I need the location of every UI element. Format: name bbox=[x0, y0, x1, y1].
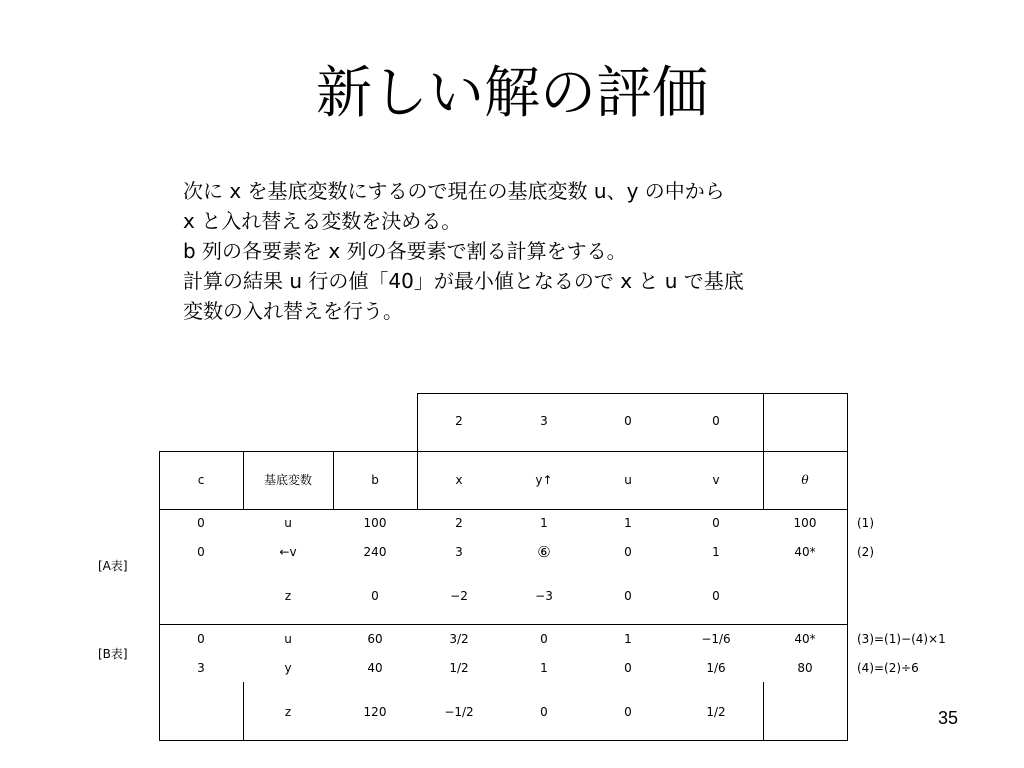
table-cell: 0 bbox=[197, 545, 205, 559]
table-cell: 0 bbox=[624, 545, 632, 559]
table-cell: 0 bbox=[371, 589, 379, 603]
table-cell: 1/6 bbox=[706, 661, 726, 675]
table-cell: 1/2 bbox=[706, 705, 726, 719]
table-cell: 100 bbox=[793, 516, 817, 530]
table-cell: 1 bbox=[624, 632, 632, 646]
table-cell: 2 bbox=[455, 516, 463, 530]
body-line: x と入れ替える変数を決める。 bbox=[183, 209, 462, 233]
table-line bbox=[847, 393, 848, 741]
body-line: 次に x を基底変数にするので現在の基底変数 u、y の中から bbox=[183, 179, 725, 203]
table-cell: y bbox=[284, 661, 292, 675]
table-cell: 0 bbox=[712, 516, 720, 530]
body-line: 計算の結果 u 行の値「40」が最小値となるので x と u で基底 bbox=[183, 269, 744, 293]
table-cell: −1/2 bbox=[444, 705, 474, 719]
table-cell: 3/2 bbox=[449, 632, 469, 646]
table-cell: ←v bbox=[279, 545, 297, 559]
table-cell: −2 bbox=[450, 589, 468, 603]
row-note: (1) bbox=[857, 516, 874, 530]
coefficient-cell: 3 bbox=[540, 414, 548, 428]
table-line bbox=[159, 624, 848, 625]
row-note: (4)=(2)÷6 bbox=[857, 661, 919, 675]
header-cell: 基底変数 bbox=[263, 473, 313, 487]
table-cell: 0 bbox=[197, 632, 205, 646]
body-text bbox=[183, 176, 863, 326]
table-cell: 0 bbox=[540, 705, 548, 719]
coefficient-cell: 0 bbox=[624, 414, 632, 428]
table-line bbox=[417, 393, 848, 394]
table-cell: u bbox=[284, 632, 292, 646]
coefficient-cell: 0 bbox=[712, 414, 720, 428]
table-cell: 1/2 bbox=[449, 661, 469, 675]
table-cell: z bbox=[284, 589, 292, 603]
slide-title: 新しい解の評価 bbox=[316, 61, 708, 126]
table-cell: 1 bbox=[540, 661, 548, 675]
header-cell: x bbox=[455, 473, 463, 487]
page-number: 35 bbox=[938, 708, 959, 728]
table-cell: 3 bbox=[197, 661, 205, 675]
table-line bbox=[763, 393, 764, 510]
table-cell: 0 bbox=[712, 589, 720, 603]
table-cell: z bbox=[284, 705, 292, 719]
table-cell: 0 bbox=[624, 661, 632, 675]
table-line bbox=[159, 451, 848, 452]
row-note: (2) bbox=[857, 545, 874, 559]
table-cell: 0 bbox=[624, 589, 632, 603]
table-cell: 1 bbox=[540, 516, 548, 530]
table-line bbox=[159, 740, 848, 741]
table-cell: 40 bbox=[367, 661, 383, 675]
header-cell: y↑ bbox=[535, 473, 553, 487]
table-cell: u bbox=[284, 516, 292, 530]
table-cell: −3 bbox=[535, 589, 553, 603]
header-cell: v bbox=[712, 473, 720, 487]
table-line bbox=[333, 451, 334, 510]
table-cell: 120 bbox=[363, 705, 387, 719]
pivot-cell: ⑥ bbox=[537, 543, 551, 561]
table-cell: 80 bbox=[797, 661, 813, 675]
table-line bbox=[243, 682, 244, 741]
header-cell: c bbox=[197, 473, 205, 487]
table-cell: −1/6 bbox=[701, 632, 731, 646]
table-cell: 40* bbox=[794, 545, 816, 559]
table-cell: 100 bbox=[363, 516, 387, 530]
table-cell: 0 bbox=[540, 632, 548, 646]
table-cell: 60 bbox=[367, 632, 383, 646]
header-cell: u bbox=[624, 473, 632, 487]
row-note: (3)=(1)−(4)×1 bbox=[857, 632, 946, 646]
table-line bbox=[417, 393, 418, 510]
table-cell: 1 bbox=[712, 545, 720, 559]
table-cell: 0 bbox=[624, 705, 632, 719]
table-cell: 240 bbox=[363, 545, 387, 559]
table-cell: 1 bbox=[624, 516, 632, 530]
table-cell: 0 bbox=[197, 516, 205, 530]
table-a-label: [A表] bbox=[98, 559, 128, 573]
header-cell: θ bbox=[801, 473, 809, 487]
table-line bbox=[243, 451, 244, 510]
table-cell: 40* bbox=[794, 632, 816, 646]
body-line: 変数の入れ替えを行う。 bbox=[183, 299, 403, 323]
table-b-label: [B表] bbox=[98, 647, 128, 661]
header-cell: b bbox=[371, 473, 379, 487]
body-line: b 列の各要素を x 列の各要素で割る計算をする。 bbox=[183, 239, 627, 263]
table-line bbox=[763, 682, 764, 741]
coefficient-cell: 2 bbox=[455, 414, 463, 428]
table-cell: 3 bbox=[455, 545, 463, 559]
table-line bbox=[159, 509, 848, 510]
table-line bbox=[159, 451, 160, 741]
